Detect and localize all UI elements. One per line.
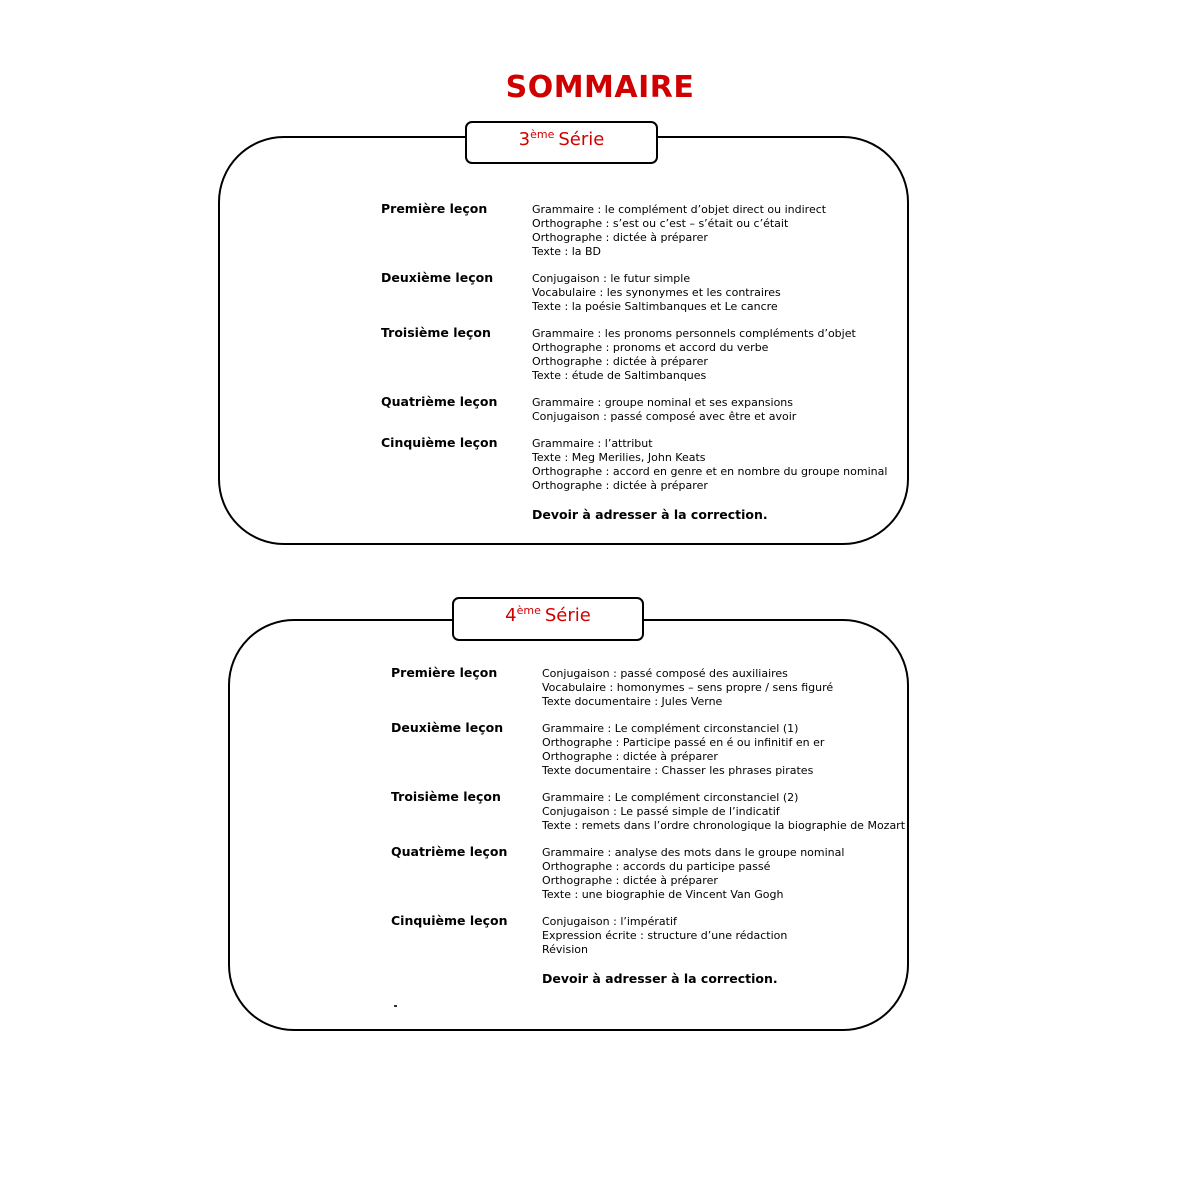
lesson-title: Troisième leçon — [391, 789, 501, 804]
lesson-item: Conjugaison : passé composé des auxiliaires — [542, 667, 788, 680]
lesson-title: Cinquième leçon — [381, 435, 498, 450]
lesson-item: Texte documentaire : Chasser les phrases pirates — [542, 764, 814, 777]
series-label: Série — [544, 605, 591, 626]
lesson-title: Première leçon — [391, 665, 498, 680]
lesson-title: Cinquième leçon — [391, 913, 508, 928]
lesson-item: Texte : Meg Merilies, John Keats — [532, 451, 706, 464]
series-number: 4 — [505, 605, 517, 626]
series-suffix: ème — [530, 128, 555, 141]
lesson-title: Deuxième leçon — [391, 720, 504, 735]
series-4-tab — [452, 597, 644, 641]
series-suffix: ème — [516, 604, 541, 617]
lesson-item: Grammaire : le complément d’objet direct ou indirect — [532, 203, 827, 216]
lesson-item: Grammaire : Le complément circonstanciel (1) — [542, 722, 799, 735]
devoir-note: Devoir à adresser à la correction. — [542, 971, 778, 986]
lesson-item: Texte : la BD — [532, 245, 602, 258]
devoir-note: Devoir à adresser à la correction. — [532, 507, 768, 522]
lesson-item: Grammaire : les pronoms personnels compléments d’objet — [532, 327, 856, 340]
lesson-item: Grammaire : analyse des mots dans le groupe nominal — [542, 846, 845, 859]
lesson-item: Orthographe : dictée à préparer — [542, 750, 718, 763]
lesson-item: Orthographe : accord en genre et en nombre du groupe nominal — [532, 465, 888, 478]
lesson-item: Orthographe : dictée à préparer — [532, 479, 708, 492]
lesson-title: Troisième leçon — [381, 325, 491, 340]
lesson-item: Révision — [542, 943, 588, 956]
lesson-item: Grammaire : groupe nominal et ses expansions — [532, 396, 794, 409]
lesson-item: Vocabulaire : les synonymes et les contraires — [532, 286, 781, 299]
lesson-item: Orthographe : dictée à préparer — [532, 355, 708, 368]
lesson-item: Grammaire : l’attribut — [532, 437, 653, 450]
lesson-item: Texte : étude de Saltimbanques — [532, 369, 707, 382]
lesson-title: Quatrième leçon — [381, 394, 498, 409]
scan-artifact — [394, 1005, 397, 1007]
lesson-item: Orthographe : Participe passé en é ou infinitif en er — [542, 736, 825, 749]
lesson-item: Expression écrite : structure d’une rédaction — [542, 929, 788, 942]
lesson-item: Vocabulaire : homonymes – sens propre / sens figuré — [542, 681, 834, 694]
lesson-item: Texte : une biographie de Vincent Van Gogh — [542, 888, 784, 901]
lesson-title: Deuxième leçon — [381, 270, 494, 285]
lesson-item: Texte : remets dans l’ordre chronologique la biographie de Mozart — [542, 819, 906, 832]
lesson-item: Orthographe : dictée à préparer — [532, 231, 708, 244]
lesson-title: Quatrième leçon — [391, 844, 508, 859]
lesson-item: Conjugaison : l’impératif — [542, 915, 677, 928]
lesson-item: Texte documentaire : Jules Verne — [542, 695, 723, 708]
series-number: 3 — [518, 129, 531, 150]
page-title: SOMMAIRE — [505, 70, 695, 105]
lesson-item: Conjugaison : le futur simple — [532, 272, 691, 285]
lesson-item: Grammaire : Le complément circonstanciel (2) — [542, 791, 799, 804]
series-3-tab — [465, 121, 658, 164]
lesson-item: Orthographe : accords du participe passé — [542, 860, 771, 873]
series-label: Série — [558, 129, 605, 150]
lesson-item: Orthographe : dictée à préparer — [542, 874, 718, 887]
lesson-item: Conjugaison : passé composé avec être et avoir — [532, 410, 797, 423]
lesson-item: Orthographe : pronoms et accord du verbe — [532, 341, 769, 354]
lesson-item: Conjugaison : Le passé simple de l’indicatif — [542, 805, 780, 818]
lesson-item: Texte : la poésie Saltimbanques et Le cancre — [532, 300, 778, 313]
lesson-title: Première leçon — [381, 201, 488, 216]
lesson-item: Orthographe : s’est ou c’est – s’était ou c’était — [532, 217, 789, 230]
